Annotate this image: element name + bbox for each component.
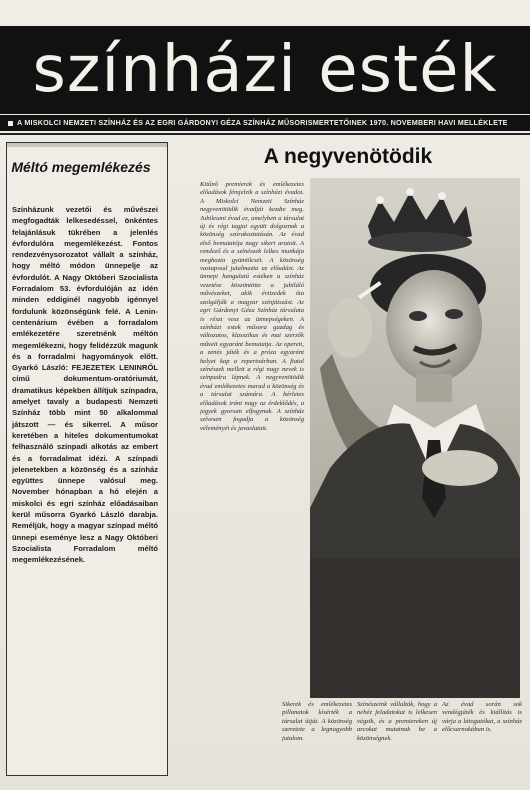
bullet-icon [8,121,13,126]
main-article-column-bottom-3: Az évad során sok vendégjáték és kiállítás is várja a látogatókat, a színház előcsarnokában is. [442,701,522,734]
main-headline: A negyvenötödik [263,145,433,168]
main-article-column-top: Kitűnő premierek és emlékezetes előadások fémjelzik a színházi évadot. A Miskolci Nemzeti Színház negyvenötödik évadját kezdte meg. Jubileumi évad ez, amelyben a társulat új és régi tagjai együtt dolgoznak a közönség szórakoztatásán. Az évad első bemutatója nagy sikert aratott. A rendező és a színészek lelkes munkája meghozta gyümölcsét. A közönség vastapssal jutalmazta az előadást. Az ünnepi hangulatú estéken a színház vezetése köszöntötte a jubiláló művészeket, akik évtizedek óta szolgálják a magyar színjátszást. Az egri Gárdonyi Géza Színház társulata is részt vesz az ünnepségeken. A színházi estek műsora gazdag és változatos, klasszikus és mai szerzők műveit egyaránt bemutatja. Az operett, a zenés játék és a próza egyaránt helyet kap a repertoárban. A fiatal színészek mellett a régi nagy nevek is színpadra lépnek. A negyvenötödik évad emlékezetes marad a közönség és a társulat számára. A bérletes előadások iránt nagy az érdeklődés, a jegyek gyorsan elfogynak. A színház szívesen fogadja a közönség véleményét és javaslatait. [200,181,304,432]
masthead-subtitle: A MISKOLCI NEMZETI SZÍNHÁZ ÉS AZ EGRI GÁRDONYI GÉZA SZÍNHÁZ MŰSORISMERTETŐINEK 1970. NOVEMBERI HAVI MELLÉKLETE [17,118,508,127]
main-article-column-bottom-2: Színészeink vállalták, hogy a nehéz feladatokat is lelkesen végzik, és a premiereken új arcokat mutatnak be a közönségnek. [357,701,437,742]
left-article-body: Színházunk vezetői és művészei megfogadták lelkesedéssel, önkéntes felajánlásuk tükrében a jelenlés évfordulóra megemlékezést. Fontos rendezvénysorozatot vállalt a színház, hogy méltó módon ünnepelje az évfordulót. A Nagy Októberi Szocialista Forradalom 53. évfordulóján az idén minden eddiginél nagyobb igénnyel fordulunk közönségünk felé. A Lenin-centenárium évében a forradalom emlékezetére szeretnénk méltón megemlékezni, hogy felidézzük magunk és a forradalmi hagyományok előtt. Gyarkó László: FEJEZETEK LENINRŐL című dokumentum-oratóriumát, dramatikus képekben állítjuk színpadra, amelyet tavaly a budapesti Nemzeti Színház több mint 50 alkalommal játszott — és sikerrel. A műsor keretében a hiteles dokumentumokat felhasználó színpadi alkotás az embert és a forradalmat idézi. A színpadi jelenetekben a közönség és a színház együttes ünnepe valósul meg. November hónapban a hó elején a miskolci és egri színház előadásaiban kerül műsorra Gyarkó László darabja. Reméljük, hogy a magyar színpad méltó ünnepi eseménye lesz a Nagy Októberi Szocialista Forradalom méltó megemlékezésének. [12,205,158,565]
main-article-column-bottom-1: Sikerek és emlékezetes pillanatok kísérték a társulat útját. A közönség szeretete a legnagyobb jutalom. [282,701,352,742]
left-article-title: Méltó megemlékezés [11,159,151,175]
header-rule [0,133,530,135]
actor-portrait-photo [310,178,520,698]
masthead-subtitle-bar [0,115,530,131]
masthead-title: színházi esték [32,33,498,107]
actor-portrait-icon [310,178,520,698]
